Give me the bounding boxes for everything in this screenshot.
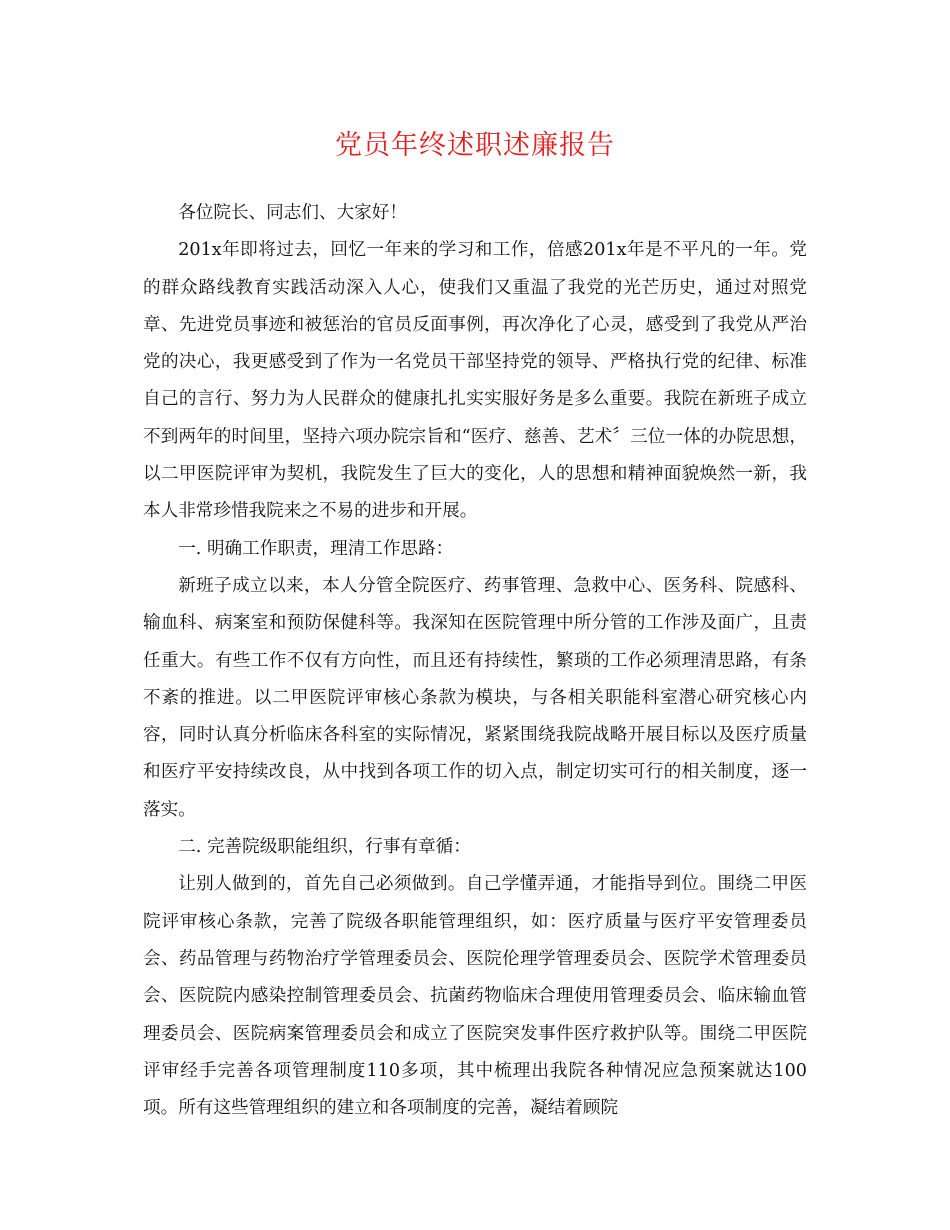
section-heading-2: 二. 完善院级职能组织，行事有章循： — [178, 837, 471, 858]
paragraph-section-2: 让别人做到的，首先自己必须做到。自己学懂弄通，才能指导到位。围绕二甲医院评审核心条款，完善了院级各职能管理组织，如：医疗质量与医疗平安管理委员会、药品管理与药物治疗学管理委员会、医院伦理学管理委员会、医院学术管理委员会、医院院内感染控制管理委员会、抗菌药物临床合理使用管理委员会、临床输血管理委员会、医院病案管理委员会和成立了医院突发事件医疗救护队等。围绕二甲医院评审经手完善各项管理制度110多项，其中梳理出我院各种情况应急预案就达100项。所有这些管理组织的建立和各项制度的完善，凝结着顾院 — [143, 874, 807, 1119]
section-heading-1: 一. 明确工作职责，理清工作思路： — [178, 538, 454, 559]
paragraph-intro: 201x年即将过去，回忆一年来的学习和工作，倍感201x年是不平凡的一年。党的群众路线教育实践活动深入人心，使我们又重温了我党的光芒历史，通过对照党章、先进党员事迹和被惩治的官员反面事例，再次净化了心灵，感受到了我党从严治党的决心，我更感受到了作为一名党员干部坚持党的领导、严格执行党的纪律、标准自己的言行、努力为人民群众的健康扎扎实实服好务是多么重要。我院在新班子成立不到两年的时间里，坚持六项办院宗旨和“医疗、慈善、艺术〞三位一体的办院思想，以二甲医院评审为契机，我院发生了巨大的变化，人的思想和精神面貌焕然一新，我本人非常珍惜我院来之不易的进步和开展。 — [143, 240, 807, 522]
paragraph-greeting: 各位院长、同志们、大家好！ — [178, 203, 407, 223]
document-body — [143, 195, 807, 1127]
document-title: 党员年终述职述廉报告 — [335, 130, 615, 161]
paragraph-section-1: 新班子成立以来，本人分管全院医疗、药事管理、急救中心、医务科、院感科、输血科、病案室和预防保健科等。我深知在医院管理中所分管的工作涉及面广，且责任重大。有些工作不仅有方向性，而且还有持续性，繁琐的工作必须理清思路，有条不紊的推进。以二甲医院评审核心条款为模块，与各相关职能科室潜心研究核心内容，同时认真分析临床各科室的实际情况，紧紧围绕我院战略开展目标以及医疗质量和医疗平安持续改良，从中找到各项工作的切入点，制定切实可行的相关制度，逐一落实。 — [143, 575, 807, 820]
